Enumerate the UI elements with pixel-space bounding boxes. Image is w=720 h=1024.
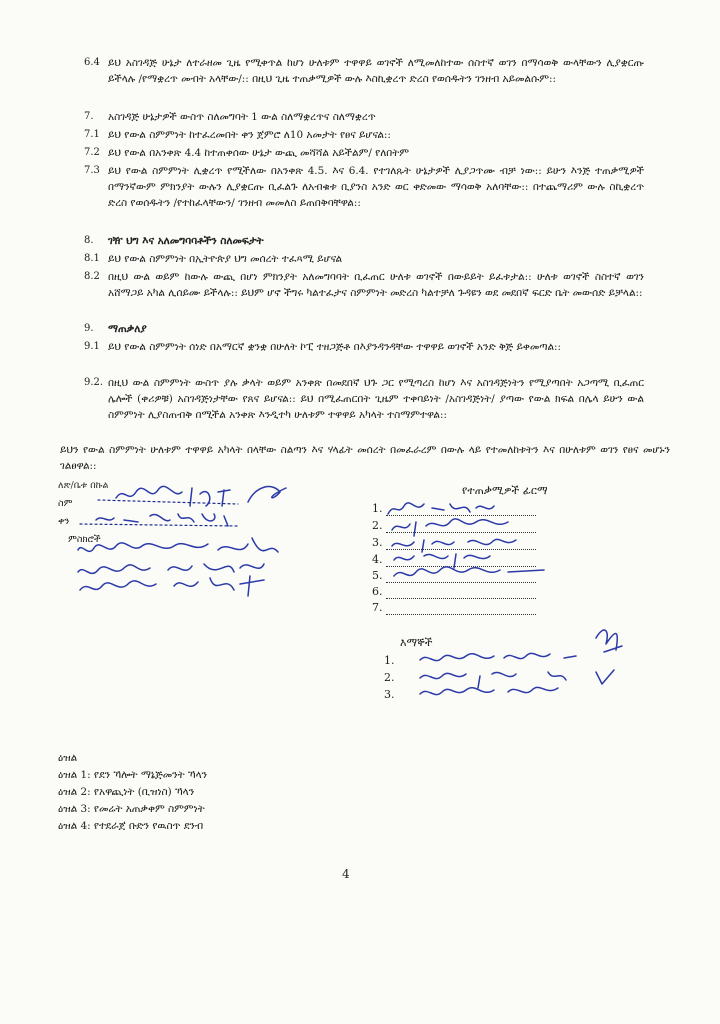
row-number: 2. xyxy=(372,519,383,532)
witness-label-left: ምስክሮች xyxy=(68,534,101,545)
annex-item-3: ዕዝል 3: የመሬት አጠቃቀም ስምምነት xyxy=(58,803,205,815)
clause-text: ይህ የውል ስምምነት ሰነድ በአማርኛ ቋንቋ በሁለት ኮፒ ተዘጋጅቶ በእያንዳንዳቸው ተዋዋይ ወገኖች አንድ ቅጅ ይቀመጣል:: xyxy=(108,341,562,353)
beneficiaries-label: የተጠቃሚዎች ፊርማ xyxy=(462,484,548,497)
clause-number: 7.3 xyxy=(84,165,100,176)
clause-9-heading xyxy=(84,321,644,337)
clause-8-2 xyxy=(84,269,644,301)
clause-text: ይህ አስገዳጅ ሁኔታ ለተራዘመ ጊዜ የሚቀጥል ከሆነ ሁለቱም ተዋዋይ ወገኖች ለሚመለከተው ሰስተኛ ወገን በማሳወቅ ውላቸውን ሊያቋርጡ ይችላሉ /የማቋረጥ መብት አላቸው/:: በዚህ ጊዜ ተጠቃሚዎች ውሉ እስኪቋረጥ ድረስ የወሰዱትን ገንዘብ አይመልሱም:: xyxy=(108,57,644,85)
handwritten-signatures-left xyxy=(58,480,358,600)
date-prefix: ቀን xyxy=(58,516,70,527)
clause-text: አስገዳጅ ሁኔታዎች ውስጥ ስለመግባት 1 ውል ስለማቋረጥና ስለማቋረጥ xyxy=(108,111,376,123)
clause-7-heading xyxy=(84,109,644,125)
office-label: ለጽ/ቤቱ በኩል xyxy=(58,480,109,491)
row-number: 2. xyxy=(384,671,395,684)
row-number: 7. xyxy=(372,601,383,614)
clause-number: 8.2 xyxy=(84,271,100,282)
name-prefix: ስም xyxy=(58,498,73,509)
annex-item-1: ዕዝል 1: የደን ኻሎት ማኔጅመንት ኻላን xyxy=(58,769,208,781)
clause-8-heading xyxy=(84,233,644,249)
clause-7-2 xyxy=(84,145,644,161)
clause-text: በዚህ ውል ወይም ከውሉ ውጪ በሆነ ምክንያት አለመግባባት ቢፈጠር ሁለቱ ወገኖች በውይይት ይፈቱታል:: ሁለቱ ወገኖች ስስተኛ ወገን አሸማጋይ አካል ሊሰይሙ ይችላሉ:: ይህም ሆኖ ችግሩ ካልተፈታና ስምምነት መድረስ ካልተቻለ ጉዳዩን ወደ መደበኛ ፍርድ ቤት መውሰድ ይቻላል:: xyxy=(108,271,644,299)
clause-number: 7.1 xyxy=(84,129,100,140)
closing-text: ይህን የውል ስምምነት ሁለቱም ተዋዋይ አካላት በላቸው ስልጣን እና ሃላፊት መሰረት በመፈራረም በውሉ ላይ የተመለከቱትን እና በሁለቱም ወገን የፀና መሆኑን ገልፀዋል:: xyxy=(60,444,670,472)
annex-title: ዕዝል xyxy=(58,752,78,764)
clause-number: 8. xyxy=(84,235,94,246)
annex-item-4: ዕዝል 4: የተደራጀ ቡድን የዉስጥ ደንብ xyxy=(58,820,204,832)
clause-8-1 xyxy=(84,251,644,267)
handwritten-signatures-beneficiaries xyxy=(384,496,564,586)
beneficiary-row-6 xyxy=(372,585,542,601)
clause-text: ማጠቃለያ xyxy=(108,323,147,335)
clause-9-2 xyxy=(84,375,644,423)
clause-number: 8.1 xyxy=(84,253,100,264)
handwritten-signatures-witnesses xyxy=(400,620,640,710)
clause-text: በዚህ ውል ስምምነት ውስጥ ያሉ ቃላት ወይም አንቀጽ በመደበኛ ህጉ ጋር የሚጣረስ ከሆነ እና አስገዳጅነትን የሚያጣበት አጋጣሚ ቢፈጠር ሌሎች (ቀሪዎቹ) አስገዳጅነታቸው የጸና ይሆናል:: ይህ በሚፈጠርበት ጊዜም ተቀባይነት /አስገዳጅነት/ ያጣው የውል ክፍል በሌላ ይሁን ውል ስምምነት ሊያስጠብቅ በሚችል አንቀጽ እንዲተካ ሁለቱም ተዋዋይ አካላት ተስማምተዋል:: xyxy=(108,377,644,421)
row-number: 3. xyxy=(372,536,383,549)
page-number: 4 xyxy=(342,867,350,881)
row-number: 3. xyxy=(384,688,395,701)
annex-list xyxy=(58,750,207,835)
clause-text: ይህ የውል ስምምነት ከተፈረመበት ቀን ጀምሮ ለ10 አመታት የፀና ይሆናል:: xyxy=(108,129,391,141)
clause-number: 9.1 xyxy=(84,341,100,352)
clause-number: 7. xyxy=(84,111,94,122)
clause-9-1 xyxy=(84,339,644,355)
clause-text: ይህ የውል ስምምነት ሊቋረጥ የሚችለው በአንቀጽ 4.5. እና 6.4. የተገለጹት ሁኔታዎች ሊያጋጥሙ ብቻ ነው:: ይሁን እንጅ ተጠቃሚዎች በማንኛውም ምክንያት ውሉን ሊያቋርጡ ቢፈልጉ ለአብቁቱ ቢያንስ አንድ ወር ቀድመው ማሳወቅ አለባቸው:: በተጨማሪም ውሉ ስኪቋረጥ ድረስ የወሰዱትን /የተከፈላቸውን/ ገንዘብ መመለስ ይጠበቅባቸዋል:: xyxy=(108,165,644,209)
annex-item-2: ዕዝል 2: የአዋጪነት (ቢዝነስ) ኻላን xyxy=(58,786,195,798)
clause-number: 7.2 xyxy=(84,147,100,158)
clause-6-4 xyxy=(84,55,644,87)
clause-7-3 xyxy=(84,163,644,211)
beneficiary-row-7 xyxy=(372,601,542,617)
clause-number: 9. xyxy=(84,323,94,334)
witnesses-label: እማኞች xyxy=(400,636,433,649)
row-number: 1. xyxy=(384,654,395,667)
row-number: 5. xyxy=(372,569,383,582)
closing-statement xyxy=(60,442,670,474)
clause-7-1 xyxy=(84,127,644,143)
row-number: 6. xyxy=(372,585,383,598)
row-number: 1. xyxy=(372,502,383,515)
clause-text: ይህ የውል ስምምነት በኢትዮጵያ ህግ መሰረት ተፈጻሚ ይሆናል xyxy=(108,253,343,265)
clause-number: 6.4 xyxy=(84,57,100,68)
clause-text: ገዥ ህግ እና አለመግባባቶችን ስለመፍታት xyxy=(108,235,264,247)
clause-text: ይህ የውል በአንቀጽ 4.4 ከተጠቀሰው ሁኔታ ውጪ መሻሻል አይችልም/ የለበትም xyxy=(108,147,409,159)
clause-number: 9.2. xyxy=(84,377,104,388)
row-number: 4. xyxy=(372,553,383,566)
